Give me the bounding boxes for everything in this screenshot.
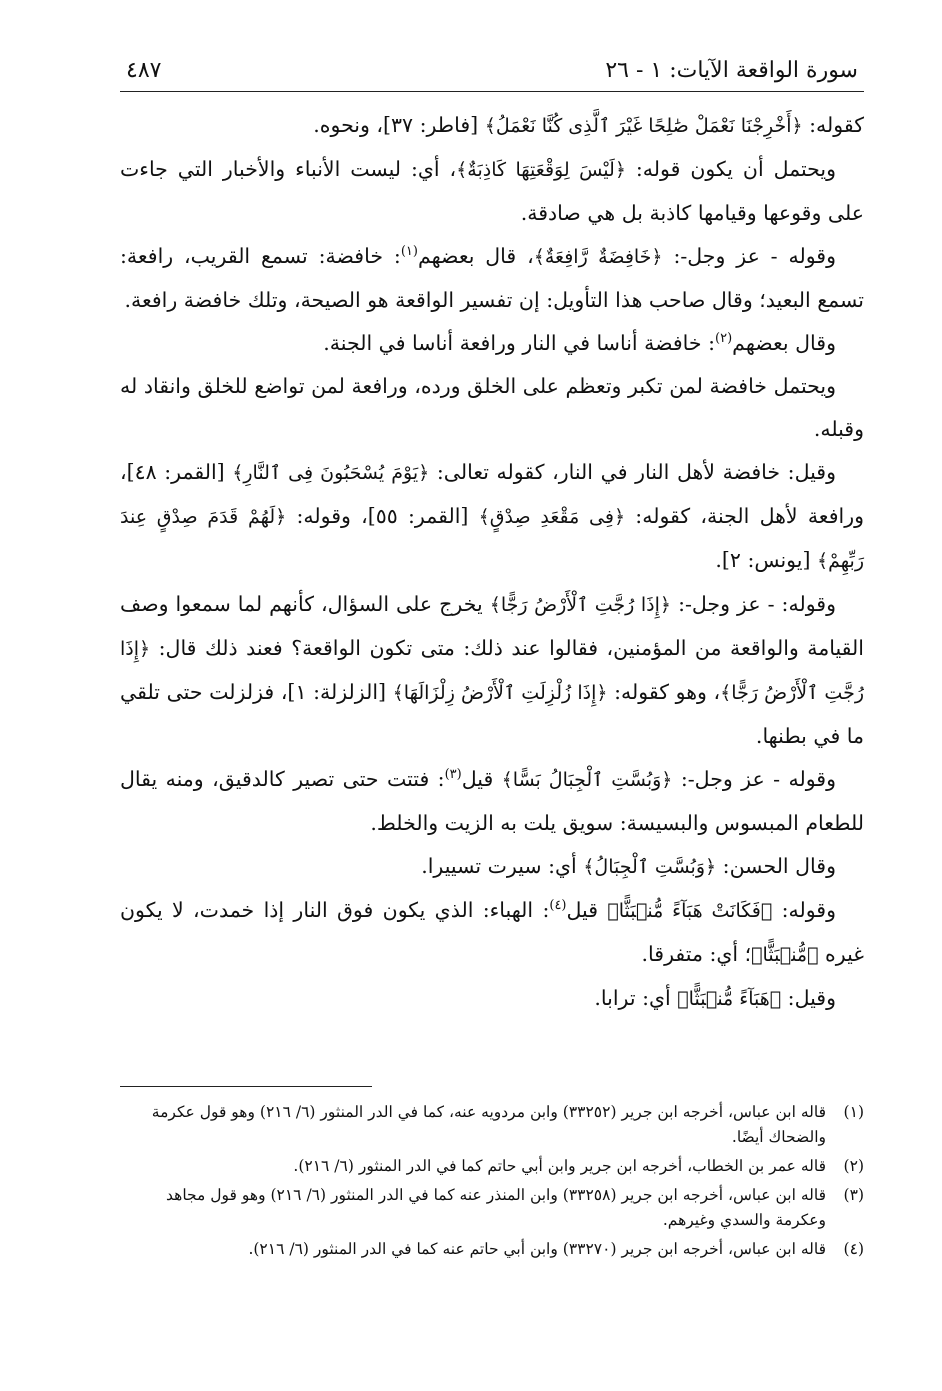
footnote-number: (٣): [843, 1186, 864, 1204]
quran-quote: ﴿أَخْرِجْنَا نَعْمَلْ صَٰلِحًا غَيْرَ ٱلَّذِى كُنَّا نَعْمَلُ﴾: [484, 115, 803, 137]
text-run: وقال بعضهم: [732, 331, 836, 355]
text-run: : خافضة أناسا في النار ورافعة أناسا في الجنة.: [323, 331, 716, 355]
footnote: [120, 1237, 864, 1262]
paragraph: [120, 148, 864, 235]
quran-quote: ﴿لَيْسَ لِوَقْعَتِهَا كَاذِبَةٌ﴾: [456, 159, 626, 181]
text-run: ، أي: ليست الأنباء والأخبار التي جاءت على وقوعها وقيامها كاذبة بل هي صادقة.: [120, 157, 864, 225]
quran-quote: ﴿يَوْمَ يُسْحَبُونَ فِى ٱلنَّارِ﴾: [232, 462, 430, 484]
quran-quote: ﴿وَبُسَّتِ ٱلْجِبَالُ بَسًّا﴾: [501, 769, 673, 791]
footnote: [120, 1183, 864, 1233]
running-header: [120, 58, 864, 92]
text-run: [القمر: ٤٨]، ورافعة لأهل الجنة، كقوله:: [120, 460, 864, 528]
footnote-number: (١): [843, 1103, 864, 1121]
text-run: [يونس: ٢].: [715, 548, 817, 572]
text-run: [القمر: ٥٥]، وقوله:: [286, 504, 479, 528]
text-run: ؛ أي: متفرقا.: [641, 942, 752, 966]
text-run: : الهباء: الذي يكون فوق النار إذا خمدت، لا يكون غيره: [120, 898, 864, 966]
text-run: : خافضة: تسمع القريب، رافعة: تسمع البعيد؛ وقال صاحب هذا التأويل: إن تفسير الواقعة هو الصيحة، وتلك خافضة رافعة.: [120, 244, 864, 312]
footnote: [120, 1100, 864, 1150]
footnote-ref: (٣): [444, 767, 462, 783]
footnote-number: (٤): [843, 1240, 864, 1258]
footnote-text: قاله عمر بن الخطاب، أخرجه ابن جرير وابن أبي حاتم كما في الدر المنثور (٦/ ٢١٦).: [293, 1157, 826, 1175]
main-text: [120, 104, 864, 1021]
quran-quote: ﴿إِذَا زُلْزِلَتِ ٱلْأَرْضُ زِلْزَالَهَا﴾: [392, 682, 608, 704]
page: [120, 58, 864, 1021]
paragraph: [120, 365, 864, 451]
text-run: [الزلزلة: ١]، فزلزلت حتى تلقي ما في بطنها.: [120, 680, 864, 748]
footnote: [120, 1154, 864, 1179]
text-run: وقوله: - عز وجل-:: [671, 592, 836, 616]
page-number: ٤٨٧: [126, 58, 162, 83]
text-run: قيل: [461, 767, 502, 791]
text-run: وقوله:: [772, 898, 837, 922]
text-run: أي: سيرت تسييرا.: [421, 854, 584, 878]
text-run: ويحتمل خافضة لمن تكبر وتعظم على الخلق ورده، ورافعة لمن تواضع للخلق وانقاد له وقبله.: [120, 374, 864, 441]
paragraph: [120, 977, 864, 1021]
paragraph: [120, 235, 864, 322]
footnote-text: قاله ابن عباس، أخرجه ابن جرير (٣٣٢٥٨) وابن المنذر عنه كما في الدر المنثور (٦/ ٢١٦) وهو قول مجاهد وعكرمة والسدي وغيرهم.: [166, 1186, 826, 1229]
footnote-text: قاله ابن عباس، أخرجه ابن جرير (٣٣٢٧٠) وابن أبي حاتم عنه كما في الدر المنثور (٦/ ٢١٦).: [248, 1240, 826, 1258]
footnote-text: قاله ابن عباس، أخرجه ابن جرير (٣٣٢٥٢) وابن مردويه عنه، كما في الدر المنثور (٦/ ٢١٦) وهو قول عكرمة والضحاك أيضًا.: [151, 1103, 826, 1146]
paragraph: [120, 845, 864, 889]
text-run: وقيل: خافضة لأهل النار في النار، كقوله تعالى:: [429, 460, 836, 484]
text-run: وقال الحسن:: [716, 854, 836, 878]
quran-quote: ﴿مُّنۢبَثًّا﴾: [751, 944, 819, 966]
text-run: وقوله - عز وجل-:: [672, 767, 836, 791]
text-run: أي: ترابا.: [594, 986, 678, 1010]
text-run: يخرج على السؤال، كأنهم لما سمعوا وصف القيامة والواقعة من المؤمنين، فقالوا عند ذلك: متى تكون الواقعة؟ فعند ذلك قال:: [120, 592, 864, 660]
text-run: قيل: [566, 898, 608, 922]
paragraph: [120, 889, 864, 977]
footnote-number: (٢): [843, 1157, 864, 1175]
header-title: سورة الواقعة الآيات: ١ - ٢٦: [605, 58, 858, 83]
paragraph: [120, 104, 864, 148]
quran-quote: ﴿فِى مَقْعَدِ صِدْقٍ﴾: [478, 506, 626, 528]
paragraph: [120, 758, 864, 845]
footnote-ref: (٤): [549, 898, 567, 914]
quran-quote: ﴿هَبَآءً مُّنۢبَثًّا﴾: [677, 988, 782, 1010]
footnote-separator: [120, 1086, 372, 1087]
quran-quote: ﴿فَكَانَتْ هَبَآءً مُّنۢبَثًّا﴾: [607, 900, 773, 922]
quran-quote: ﴿خَافِضَةٌ رَّافِعَةٌ﴾: [533, 246, 663, 268]
quran-quote: ﴿وَبُسَّتِ ٱلْجِبَالُ﴾: [583, 856, 717, 878]
text-run: ويحتمل أن يكون قوله:: [625, 157, 836, 181]
text-run: وقيل:: [781, 986, 836, 1010]
text-run: ، وهو كقوله:: [607, 680, 721, 704]
footnotes: [120, 1100, 864, 1266]
text-run: ، قال بعضهم: [417, 244, 534, 268]
quran-quote: ﴿إِذَا رُجَّتِ ٱلْأَرْضُ رَجًّا﴾: [489, 594, 672, 616]
footnote-ref: (٢): [715, 331, 733, 347]
quran-quote: ﴿لَهُمْ قَدَمَ صِدْقٍ عِندَ رَبِّهِمْ﴾: [120, 506, 864, 572]
paragraph: [120, 322, 864, 365]
footnote-ref: (١): [400, 244, 418, 260]
text-run: كقوله:: [802, 113, 864, 137]
quran-quote: ﴿إِذَا رُجَّتِ ٱلْأَرْضُ رَجًّا﴾: [120, 638, 864, 704]
paragraph: [120, 583, 864, 758]
text-run: [فاطر: ٣٧]، ونحوه.: [313, 113, 485, 137]
text-run: وقوله - عز وجل-:: [662, 244, 836, 268]
text-run: : فتتت حتى تصير كالدقيق، ومنه يقال للطعام المبسوس والبسيسة: سويق يلت به الزيت والخلط.: [120, 767, 864, 835]
paragraph: [120, 451, 864, 583]
